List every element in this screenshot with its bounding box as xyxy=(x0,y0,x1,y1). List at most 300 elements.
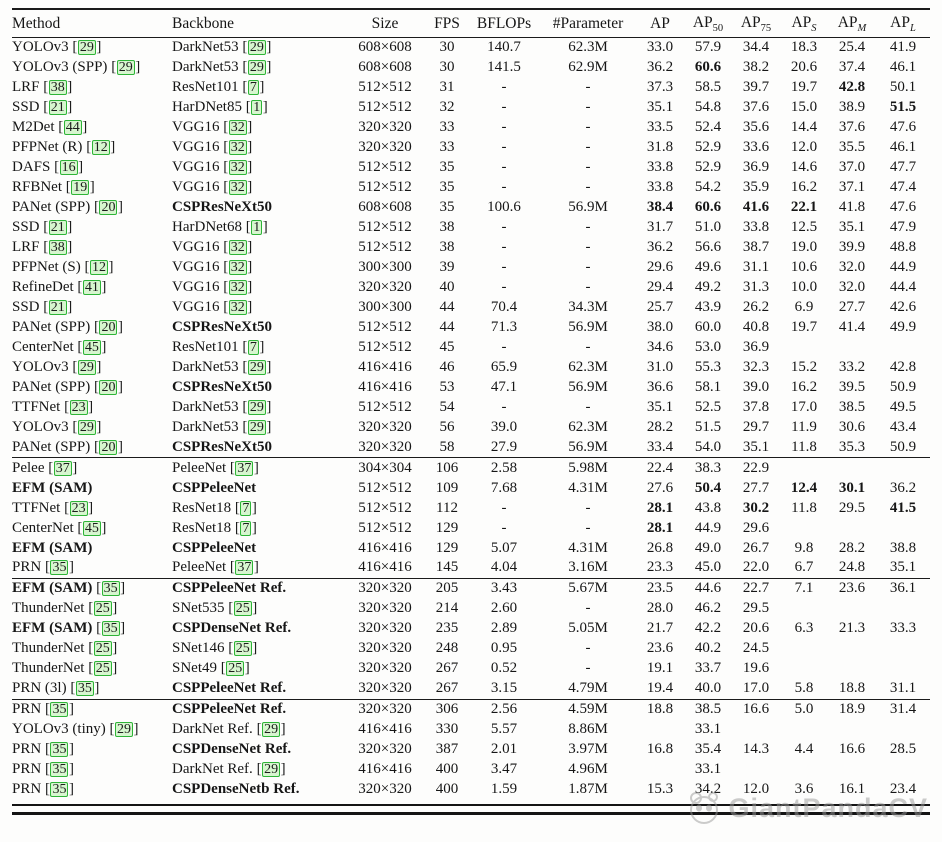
cell-ap50: 38.5 xyxy=(694,701,722,718)
cell-method xyxy=(12,518,172,538)
table-row xyxy=(12,498,930,518)
cell-ap: 31.0 xyxy=(646,358,674,375)
name-text: SNet146 xyxy=(172,640,225,657)
citation-link[interactable]: 37 xyxy=(237,560,252,576)
citation-link[interactable]: 35 xyxy=(52,742,67,758)
cell-aps xyxy=(780,599,828,619)
cell-ap: 19.4 xyxy=(646,680,674,697)
citation-link[interactable]: 12 xyxy=(92,259,107,275)
watermark-text: GiantPandaCV xyxy=(728,792,928,823)
cell-bflops: 5.57 xyxy=(490,721,518,738)
citation-link[interactable]: 29 xyxy=(79,359,94,375)
cell-fps: 109 xyxy=(435,479,459,496)
cell-bflops: - xyxy=(501,119,507,136)
cite-bracket: [ xyxy=(220,660,226,677)
cell-method xyxy=(12,639,172,659)
cell-backbone xyxy=(172,740,344,760)
cell-bflops: - xyxy=(501,338,507,355)
citation-link[interactable]: 32 xyxy=(230,180,245,196)
citation-link[interactable]: 12 xyxy=(93,140,108,156)
cell-apm: 39.5 xyxy=(838,378,866,395)
citation-link[interactable]: 45 xyxy=(84,520,99,536)
cell-params: - xyxy=(585,338,591,355)
name-text: PANet (SPP) xyxy=(12,318,91,335)
cell-bflops: - xyxy=(501,79,507,96)
table-row xyxy=(12,619,930,639)
cite-bracket: [ xyxy=(58,119,64,136)
citation-link[interactable]: 35 xyxy=(52,702,67,718)
cell-fps: 214 xyxy=(435,600,459,617)
cite-bracket: [ xyxy=(234,499,240,516)
name-text: LRF xyxy=(12,79,40,96)
cell-aps: 6.3 xyxy=(794,620,814,637)
cell-params: - xyxy=(585,278,591,295)
cell-fps: 44 xyxy=(439,318,455,335)
citation-link[interactable]: 25 xyxy=(228,661,243,677)
cell-ap: 31.7 xyxy=(646,219,674,235)
cell-apl: 41.9 xyxy=(889,39,917,56)
cell-ap75: 35.6 xyxy=(742,119,770,136)
citation-link[interactable]: 29 xyxy=(249,399,264,415)
cell-method xyxy=(12,619,172,639)
cell-size: 416×416 xyxy=(358,721,412,738)
column-header-bflops: BFLOPs xyxy=(476,15,532,33)
cell-ap: 33.4 xyxy=(646,438,674,455)
cell-ap50: 58.1 xyxy=(694,378,722,395)
table-row xyxy=(12,679,930,699)
cell-ap50: 43.9 xyxy=(694,298,722,315)
cell-ap: 28.1 xyxy=(646,499,674,516)
table-row xyxy=(12,720,930,740)
citation-link[interactable]: 37 xyxy=(237,460,252,476)
cite-bracket: ] xyxy=(252,600,258,617)
cell-apm: 18.9 xyxy=(838,701,866,718)
citation-link[interactable]: 29 xyxy=(264,722,279,738)
cite-bracket: ] xyxy=(262,99,268,116)
citation-link[interactable]: 32 xyxy=(230,299,245,315)
name-text: PANet (SPP) xyxy=(12,378,91,395)
table-row xyxy=(12,579,930,599)
cell-method xyxy=(12,579,172,599)
citation-link[interactable]: 20 xyxy=(101,200,116,216)
cell-ap50: 52.9 xyxy=(694,139,722,156)
cell-ap: 31.8 xyxy=(646,139,674,156)
citation-link[interactable]: 32 xyxy=(230,259,245,275)
citation-link[interactable]: 32 xyxy=(230,160,245,176)
cell-apl xyxy=(876,599,930,619)
cell-fps: 129 xyxy=(435,519,459,536)
citation-link[interactable]: 25 xyxy=(235,641,250,657)
cell-apl: 41.5 xyxy=(889,499,917,516)
name-text: YOLOv3 xyxy=(12,358,69,375)
cell-fps: 38 xyxy=(439,219,455,235)
cite-bracket: [ xyxy=(77,519,83,536)
cell-fps: 35 xyxy=(439,159,455,176)
cell-backbone xyxy=(172,358,344,378)
cell-bflops: 2.60 xyxy=(490,600,518,617)
name-text: DarkNet53 xyxy=(172,418,239,435)
cell-ap: 38.0 xyxy=(646,318,674,335)
cite-bracket: ] xyxy=(72,459,78,476)
cell-params: 62.3M xyxy=(568,358,608,375)
cell-params: - xyxy=(585,640,591,657)
citation-link[interactable]: 41 xyxy=(84,279,99,295)
cell-ap75: 20.6 xyxy=(742,620,770,637)
citation-link[interactable]: 1 xyxy=(253,220,261,235)
name-text: SNet49 xyxy=(172,660,217,677)
name-text: PRN xyxy=(12,701,42,718)
cite-bracket: ] xyxy=(247,179,253,196)
citation-link[interactable]: 29 xyxy=(249,40,264,56)
cell-ap50: 51.5 xyxy=(694,418,722,435)
citation-link[interactable]: 45 xyxy=(84,339,99,355)
citation-link[interactable]: 29 xyxy=(118,60,133,76)
citation-link[interactable]: 1 xyxy=(253,100,261,116)
cell-method xyxy=(12,558,172,578)
cite-bracket: ] xyxy=(96,39,102,56)
cell-apl xyxy=(876,458,930,478)
citation-link[interactable]: 35 xyxy=(77,681,92,697)
cell-fps: 235 xyxy=(435,620,459,637)
citation-link[interactable]: 25 xyxy=(95,601,110,617)
cell-size: 512×512 xyxy=(358,79,412,96)
cite-bracket: [ xyxy=(93,378,99,395)
cell-apm: 37.1 xyxy=(838,179,866,196)
cite-bracket: ] xyxy=(112,600,118,617)
cell-ap: 33.5 xyxy=(646,119,674,136)
cite-bracket: ] xyxy=(89,179,95,196)
cell-fps: 267 xyxy=(435,680,459,697)
cite-bracket: [ xyxy=(228,600,234,617)
cell-ap: 23.6 xyxy=(646,640,674,657)
cite-bracket: ] xyxy=(266,358,272,375)
cell-backbone xyxy=(172,338,344,358)
cell-ap xyxy=(636,760,684,780)
cite-bracket: ] xyxy=(96,418,102,435)
cell-ap75: 31.3 xyxy=(742,278,770,295)
cell-size: 416×416 xyxy=(358,761,412,778)
cell-ap: 38.4 xyxy=(646,199,674,216)
cite-bracket: ] xyxy=(67,99,73,116)
cite-bracket: ] xyxy=(247,278,253,295)
cell-params: - xyxy=(585,139,591,156)
cell-apl: 31.4 xyxy=(889,701,917,718)
table-row xyxy=(12,298,930,318)
cell-ap: 36.2 xyxy=(646,238,674,255)
name-text: EFM (SAM) xyxy=(12,539,93,556)
cell-size: 416×416 xyxy=(358,559,412,576)
cite-bracket: [ xyxy=(96,580,102,597)
cell-apl: 47.6 xyxy=(889,119,917,136)
name-text: SSD xyxy=(12,219,40,235)
citation-link[interactable]: 20 xyxy=(101,379,116,395)
name-text: ResNet101 xyxy=(172,338,239,355)
citation-link[interactable]: 23 xyxy=(71,399,86,415)
cell-ap: 33.0 xyxy=(646,39,674,56)
cell-method xyxy=(12,760,172,780)
cite-bracket: ] xyxy=(117,199,123,216)
cell-backbone xyxy=(172,258,344,278)
citation-link[interactable]: 25 xyxy=(95,641,110,657)
cell-ap50: 40.0 xyxy=(694,680,722,697)
cell-method xyxy=(12,138,172,158)
citation-link[interactable]: 32 xyxy=(230,239,245,255)
citation-link[interactable]: 16 xyxy=(61,160,76,176)
cell-size: 320×320 xyxy=(358,438,412,455)
citation-link[interactable]: 37 xyxy=(55,460,70,476)
cell-ap50: 54.2 xyxy=(694,179,722,196)
cell-size: 608×608 xyxy=(358,199,412,216)
citation-link[interactable]: 7 xyxy=(242,500,250,516)
cell-apl: 33.3 xyxy=(889,620,917,637)
cell-bflops: 2.58 xyxy=(490,459,518,476)
table-row xyxy=(12,437,930,457)
cell-params: 1.87M xyxy=(568,781,608,798)
cell-aps xyxy=(780,760,828,780)
name-text: YOLOv3 (SPP) xyxy=(12,59,108,76)
cell-ap50: 42.2 xyxy=(694,620,722,637)
cell-bflops: 39.0 xyxy=(490,418,518,435)
citation-link[interactable]: 7 xyxy=(249,339,257,355)
cell-apm: 39.9 xyxy=(838,238,866,255)
cite-bracket: ] xyxy=(88,398,94,415)
name-text: DarkNet Ref. xyxy=(172,721,253,738)
cell-size: 608×608 xyxy=(358,59,412,76)
table-group-3 xyxy=(12,579,930,700)
citation-link[interactable]: 25 xyxy=(235,601,250,617)
cell-ap: 28.2 xyxy=(646,418,674,435)
cell-bflops: 65.9 xyxy=(490,358,518,375)
cite-bracket: [ xyxy=(72,39,78,56)
cell-apm xyxy=(828,760,876,780)
cell-backbone xyxy=(172,437,344,457)
citation-link[interactable]: 19 xyxy=(73,180,88,196)
citation-link[interactable]: 35 xyxy=(103,581,118,597)
cell-aps: 14.6 xyxy=(790,159,818,176)
cell-apl: 47.4 xyxy=(889,179,917,196)
cell-aps xyxy=(780,338,828,358)
cell-apl: 35.1 xyxy=(889,559,917,576)
cite-bracket: ] xyxy=(68,761,74,778)
cell-backbone xyxy=(172,558,344,578)
cell-apl xyxy=(876,659,930,679)
citation-link[interactable]: 29 xyxy=(79,419,94,435)
citation-link[interactable]: 7 xyxy=(249,80,257,96)
citation-link[interactable]: 21 xyxy=(50,100,65,116)
cite-bracket: ] xyxy=(280,761,286,778)
cell-ap75: 37.8 xyxy=(742,398,770,415)
cell-ap50: 58.5 xyxy=(694,79,722,96)
cell-size: 320×320 xyxy=(358,781,412,798)
cite-bracket: [ xyxy=(242,79,248,96)
cell-bflops: - xyxy=(501,139,507,156)
cell-apl: 51.5 xyxy=(889,99,917,116)
name-text: CSPPeleeNet xyxy=(172,479,257,496)
name-text: VGG16 xyxy=(172,298,220,315)
name-text: SSD xyxy=(12,298,40,315)
citation-link[interactable]: 20 xyxy=(101,319,116,335)
cell-method xyxy=(12,158,172,178)
citation-link[interactable]: 35 xyxy=(103,621,118,637)
cell-ap75: 22.7 xyxy=(742,580,770,597)
cell-ap75: 39.7 xyxy=(742,79,770,96)
cell-backbone xyxy=(172,720,344,740)
cell-fps: 54 xyxy=(439,398,455,415)
citation-link[interactable]: 32 xyxy=(230,140,245,156)
cell-aps: 19.7 xyxy=(790,318,818,335)
cell-apl: 46.1 xyxy=(889,59,917,76)
citation-link[interactable]: 29 xyxy=(117,722,131,738)
cell-method xyxy=(12,659,172,679)
cell-method xyxy=(12,278,172,298)
cell-bflops: - xyxy=(501,99,507,116)
cell-bflops: 4.04 xyxy=(490,559,518,576)
name-text: CSPPeleeNet Ref. xyxy=(172,701,287,718)
cell-fps: 40 xyxy=(439,278,455,295)
cite-bracket: [ xyxy=(242,338,248,355)
cell-size: 320×320 xyxy=(358,741,412,758)
cite-bracket: [ xyxy=(111,59,117,76)
cell-apl: 50.9 xyxy=(889,438,917,455)
cell-ap75: 29.5 xyxy=(742,600,770,617)
cell-params: 62.9M xyxy=(568,59,608,76)
cell-apm xyxy=(828,518,876,538)
cell-fps: 33 xyxy=(439,119,455,136)
citation-link[interactable]: 32 xyxy=(230,120,245,136)
table-row xyxy=(12,599,930,619)
cell-method xyxy=(12,378,172,398)
table-row xyxy=(12,238,930,258)
cell-backbone xyxy=(172,498,344,518)
name-text: CenterNet xyxy=(12,338,74,355)
cite-bracket: ] xyxy=(266,418,272,435)
cite-bracket: ] xyxy=(133,721,139,738)
cite-bracket: ] xyxy=(266,398,272,415)
cell-ap75: 26.2 xyxy=(742,298,770,315)
cell-size: 512×512 xyxy=(358,318,412,335)
cell-params: 56.9M xyxy=(568,199,608,216)
citation-link[interactable]: 29 xyxy=(249,359,264,375)
cell-fps: 53 xyxy=(439,378,455,395)
cell-backbone xyxy=(172,639,344,659)
cell-ap50: 56.6 xyxy=(694,238,722,255)
cell-apl: 44.9 xyxy=(889,258,917,275)
cell-apl xyxy=(876,518,930,538)
cell-fps: 129 xyxy=(435,539,459,556)
name-text: CSPResNeXt50 xyxy=(172,318,272,335)
name-text: EFM (SAM) xyxy=(12,620,93,637)
table-row xyxy=(12,358,930,378)
cell-backbone xyxy=(172,679,344,699)
column-header-size: Size xyxy=(371,15,399,33)
cite-bracket: ] xyxy=(262,219,268,235)
cite-bracket: ] xyxy=(82,119,88,136)
citation-link[interactable]: 23 xyxy=(71,500,86,516)
cell-bflops: 7.68 xyxy=(490,479,518,496)
citation-link[interactable]: 44 xyxy=(65,120,80,136)
cell-method xyxy=(12,398,172,418)
cite-bracket: [ xyxy=(234,519,240,536)
cell-size: 320×320 xyxy=(358,119,412,136)
bottom-rule-thin xyxy=(12,804,930,806)
name-text: PANet (SPP) xyxy=(12,438,91,455)
table-row xyxy=(12,418,930,438)
citation-link[interactable]: 35 xyxy=(52,560,67,576)
cell-ap50: 57.9 xyxy=(694,39,722,56)
name-text: M2Det xyxy=(12,119,55,136)
cite-bracket: [ xyxy=(256,721,262,738)
cell-method xyxy=(12,338,172,358)
cite-bracket: [ xyxy=(223,119,229,136)
citation-link[interactable]: 21 xyxy=(50,220,65,235)
cell-fps: 145 xyxy=(435,559,459,576)
citation-link[interactable]: 32 xyxy=(230,279,245,295)
citation-link[interactable]: 29 xyxy=(79,40,94,56)
cell-params: - xyxy=(585,119,591,136)
cell-params: 56.9M xyxy=(568,378,608,395)
citation-link[interactable]: 29 xyxy=(249,60,264,76)
cell-size: 304×304 xyxy=(358,459,412,476)
cell-backbone xyxy=(172,398,344,418)
name-text: CSPDenseNet Ref. xyxy=(172,620,292,637)
cell-method xyxy=(12,298,172,318)
cell-apl: 42.6 xyxy=(889,298,917,315)
cell-size: 320×320 xyxy=(358,418,412,435)
citation-link[interactable]: 29 xyxy=(249,419,264,435)
cite-bracket: ] xyxy=(247,298,253,315)
cell-apm: 16.1 xyxy=(838,781,866,798)
cell-backbone xyxy=(172,98,344,118)
cell-size: 320×320 xyxy=(358,600,412,617)
name-text: PeleeNet xyxy=(172,459,227,476)
citation-link[interactable]: 38 xyxy=(50,80,65,96)
cell-params: 4.31M xyxy=(568,479,608,496)
citation-link[interactable]: 35 xyxy=(52,782,67,798)
cell-aps: 4.4 xyxy=(794,741,814,758)
citation-link[interactable]: 7 xyxy=(242,520,250,536)
citation-link[interactable]: 29 xyxy=(264,762,279,778)
cell-bflops: 100.6 xyxy=(487,199,521,216)
citation-link[interactable]: 38 xyxy=(50,239,65,255)
name-text: VGG16 xyxy=(172,238,220,255)
cell-ap75: 36.9 xyxy=(742,338,770,355)
name-text: CenterNet xyxy=(12,519,74,536)
citation-link[interactable]: 21 xyxy=(50,299,65,315)
cell-ap75: 32.3 xyxy=(742,358,770,375)
column-header-ap75: $AP_{75}$ xyxy=(740,14,772,35)
cite-bracket: [ xyxy=(223,238,229,255)
table-row xyxy=(12,78,930,98)
citation-link[interactable]: 35 xyxy=(52,762,67,778)
column-header-apl: $AP_L$ xyxy=(890,14,916,35)
cite-bracket: [ xyxy=(242,59,248,76)
table-group-4 xyxy=(12,700,930,800)
citation-link[interactable]: 25 xyxy=(95,661,110,677)
cell-ap75 xyxy=(732,720,780,740)
citation-link[interactable]: 20 xyxy=(101,439,116,455)
cell-apl: 28.5 xyxy=(889,741,917,758)
column-header-aps: $AP_S$ xyxy=(791,14,817,35)
cell-apm: 29.5 xyxy=(838,499,866,516)
cite-bracket: [ xyxy=(84,258,90,275)
table-row xyxy=(12,659,930,679)
cell-bflops: - xyxy=(501,519,507,536)
cell-aps: 19.7 xyxy=(790,79,818,96)
cell-apm: 38.9 xyxy=(838,99,866,116)
cell-method xyxy=(12,679,172,699)
cell-ap75: 36.9 xyxy=(742,159,770,176)
name-text: DarkNet53 xyxy=(172,398,239,415)
